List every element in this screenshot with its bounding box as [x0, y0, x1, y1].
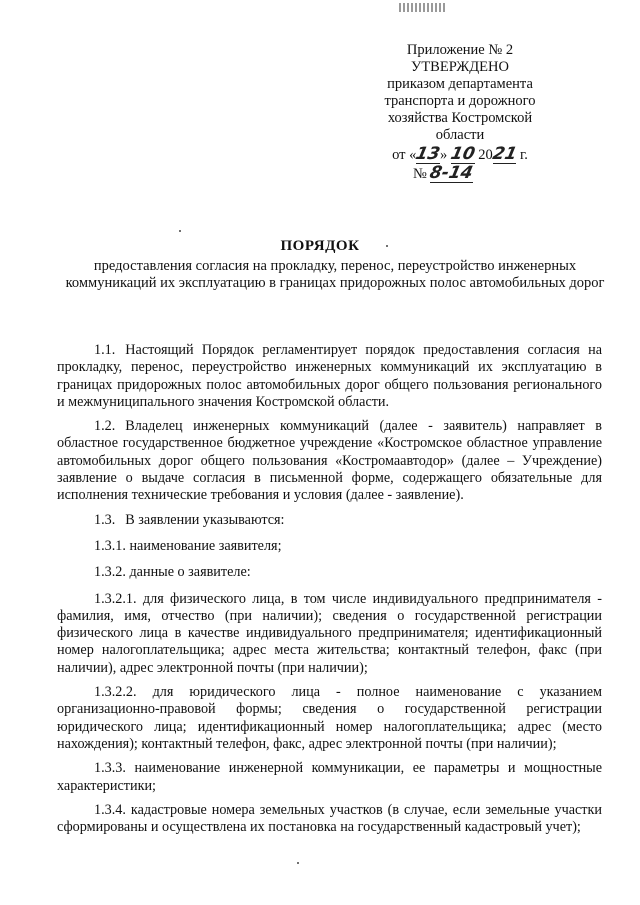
date-mid2: 20: [474, 147, 493, 163]
date-day-field: [414, 144, 443, 164]
document-title: ПОРЯДОК: [280, 238, 360, 254]
document-body: [57, 342, 602, 843]
approval-line-appendix: Приложение № 2: [406, 42, 514, 58]
scan-speck: [179, 230, 181, 232]
scan-stamp-mark: [399, 3, 447, 12]
date-mid1: »: [440, 147, 451, 163]
paragraph-text: Настоящий Порядок регламентирует порядок предоставления согласия на прокладку, перенос, переустройство инженерных коммуникаций их эксплуатацию в границах придорожных полос автомобильных дорог общего пользования регионального и межмуниципального значения Костромской области.: [57, 342, 602, 410]
scan-speck: [297, 862, 299, 864]
paragraph-text: 1.3.2. данные о заявителе:: [94, 564, 251, 581]
paragraph-text: Владелец инженерных коммуникаций (далее - заявитель) направляет в областное государственное бюджетное учреждение «Костромское областное управление автомобильных дорог общего пользования «Костромаавтодор» (далее – Учреждение) заявление о выдаче согласия в письменной форме, содержащего обязательные для исполнения технические требования и условия (далее - заявление).: [57, 418, 602, 504]
date-year: 21: [490, 144, 519, 164]
paragraph-1-3-1: [57, 538, 602, 555]
scan-speck: [386, 245, 388, 247]
approval-block: [360, 42, 560, 183]
approval-date: [360, 146, 560, 164]
paragraph-text: 1.3.4. кадастровые номера земельных участков (в случае, если земельные участки сформированы и осуществлена их постановка на государственный кадастровый учет);: [57, 801, 602, 836]
paragraph-1-3-2: [57, 564, 602, 581]
number-field: [428, 163, 476, 183]
approval-line-approved: УТВЕРЖДЕНО: [411, 59, 509, 75]
approval-number: [360, 165, 560, 183]
document-subtitle: предоставления согласия на прокладку, перенос, переустройство инженерных коммуникаций их эксплуатацию в границах придорожных полос автомобильных дорог: [65, 258, 605, 291]
paragraph-text: 1.3.2.1. для физического лица, в том числе индивидуального предпринимателя - фамилия, имя, отчество (при наличии); сведения о государственной регистрации физического лица в качестве индивидуального предпринимателя; идентификационный номер налогоплательщика; адрес места жительства; контактный телефон, факс (при наличии), адрес электронной почты (при наличии);: [57, 590, 602, 676]
number-prefix: №: [412, 166, 431, 182]
paragraph-1-3-3: [57, 760, 602, 795]
date-prefix: от «: [392, 147, 417, 163]
date-month: 10: [448, 144, 477, 164]
paragraph-text: 1.3.2.2. для юридического лица - полное наименование с указанием организационно-правовой формы; сведения о государственной регистрации юридического лица; идентификационный номер налогоплательщика; адрес (место нахождения); контактный телефон, факс, адрес электронной почты (при наличии);: [57, 684, 602, 752]
date-month-field: [448, 144, 477, 164]
paragraph-1-1: [57, 342, 602, 411]
paragraph-1-3-4: [57, 802, 602, 837]
paragraph-text: 1.3.1. наименование заявителя;: [94, 537, 282, 554]
paragraph-number: 1.1.: [94, 342, 116, 358]
paragraph-1-2: [57, 418, 602, 504]
approval-line-region: области: [435, 127, 485, 143]
paragraph-number: 1.3.: [94, 511, 116, 528]
paragraph-1-3-2-2: [57, 684, 602, 753]
date-year-field: [490, 144, 519, 164]
approval-line-department: транспорта и дорожного: [384, 93, 536, 109]
date-suffix: г.: [516, 147, 528, 163]
paragraph-text: 1.3.3. наименование инженерной коммуникации, ее параметры и мощностные характеристики;: [57, 760, 602, 794]
number-value: 8-14: [428, 163, 476, 183]
paragraph-number: 1.2.: [94, 418, 116, 435]
paragraph-1-3-2-1: [57, 591, 602, 677]
approval-line-order: приказом департамента: [387, 76, 533, 92]
approval-line-economy: хозяйства Костромской: [387, 110, 533, 126]
date-day: 13: [414, 144, 443, 164]
paragraph-text: В заявлении указываются:: [125, 511, 285, 528]
paragraph-1-3: [57, 512, 602, 529]
